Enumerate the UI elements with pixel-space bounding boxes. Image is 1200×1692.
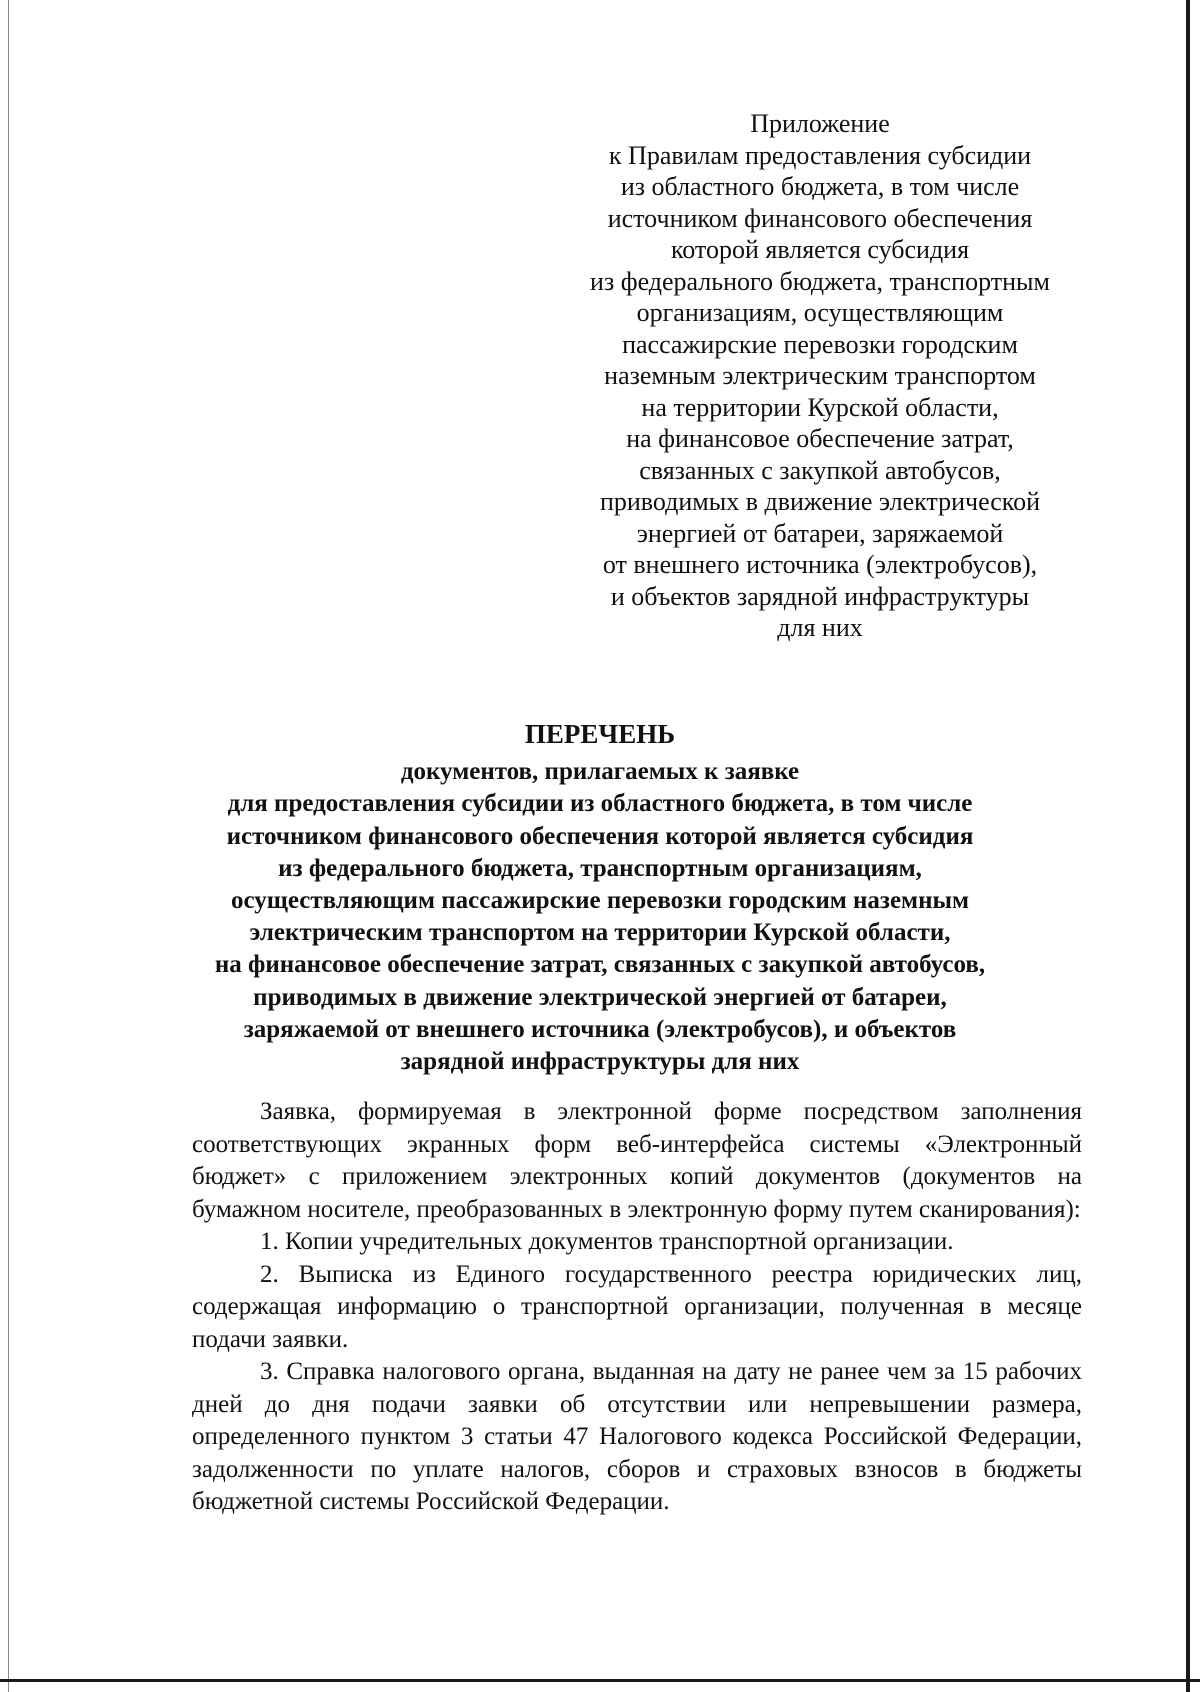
appendix-line: на финансовое обеспечение затрат, <box>626 424 1014 453</box>
appendix-line: наземным электрическим транспортом <box>604 361 1036 390</box>
title-line: электрическим транспортом на территории Курской области, <box>249 919 951 947</box>
title-line: для предоставления субсидии из областного бюджета, в том числе <box>227 790 973 818</box>
list-item: 2. Выписка из Единого государственного реестра юридических лиц, содержащая информацию о транспортной организации, полученная в месяце подачи заявки. <box>192 1260 1082 1353</box>
appendix-line: приводимых в движение электрической <box>599 487 1041 516</box>
title-line: источником финансового обеспечения которой является субсидия <box>226 822 974 850</box>
appendix-line: из федерального бюджета, транспортным <box>590 266 1050 296</box>
title-line: документов, прилагаемых к заявке <box>400 758 800 786</box>
appendix-line: связанных с закупкой автобусов, <box>639 455 1001 485</box>
title-line: на финансовое обеспечение затрат, связанных с закупкой автобусов, <box>214 951 986 979</box>
scan-right-border <box>1186 0 1190 1692</box>
title-line: приводимых в движение электрической энергией от батареи, <box>253 983 947 1011</box>
appendix-line: энергией от батареи, заряжаемой <box>636 518 1004 548</box>
appendix-line: источником финансового обеспечения <box>607 203 1033 233</box>
title-line: из федерального бюджета, транспортным организациям, <box>278 854 922 882</box>
appendix-line: организациям, осуществляющим <box>636 298 1004 327</box>
scan-bottom-border <box>0 1679 1200 1682</box>
document-title <box>150 718 1050 1078</box>
appendix-line: и объектов зарядной инфраструктуры <box>610 581 1030 611</box>
appendix-line: Приложение <box>750 109 890 138</box>
title-line: заряжаемой от внешнего источника (электробусов), и объектов <box>243 1015 957 1043</box>
appendix-line: из областного бюджета, в том числе <box>620 172 1020 201</box>
appendix-line: на территории Курской области, <box>641 392 999 422</box>
appendix-line: пассажирские перевозки городским <box>622 329 1018 359</box>
appendix-line: для них <box>777 613 863 642</box>
appendix-line: которой является субсидия <box>670 235 970 264</box>
document-body <box>192 1096 1082 1519</box>
appendix-line: от внешнего источника (электробусов), <box>602 550 1038 579</box>
intro-paragraph: Заявка, формируемая в электронной форме посредством заполнения соответствующих экранных форм веб-интерфейса системы «Электронный бюджет» с приложением электронных копий документов (документов на бумажном носителе, преобразованных в электронную форму путем сканирования): <box>192 1098 1082 1223</box>
title-main: ПЕРЕЧЕНЬ <box>524 719 676 749</box>
scan-left-edge <box>8 0 9 1692</box>
title-line: осуществляющим пассажирские перевозки городским наземным <box>230 887 970 915</box>
appendix-line: к Правилам предоставления субсидии <box>608 140 1032 170</box>
list-item: 3. Справка налогового органа, выданная на дату не ранее чем за 15 рабочих дней до дня подачи заявки об отсутствии или непревышении размера, определенного пунктом 3 статьи 47 Налогового кодекса Российской Федерации, задолженности по уплате налогов, сборов и страховых взносов в бюджеты бюджетной системы Российской Федерации. <box>192 1358 1082 1515</box>
title-line: зарядной инфраструктуры для них <box>400 1048 800 1076</box>
appendix-header <box>560 108 1080 644</box>
list-item: 1. Копии учредительных документов транспортной организации. <box>260 1228 954 1255</box>
